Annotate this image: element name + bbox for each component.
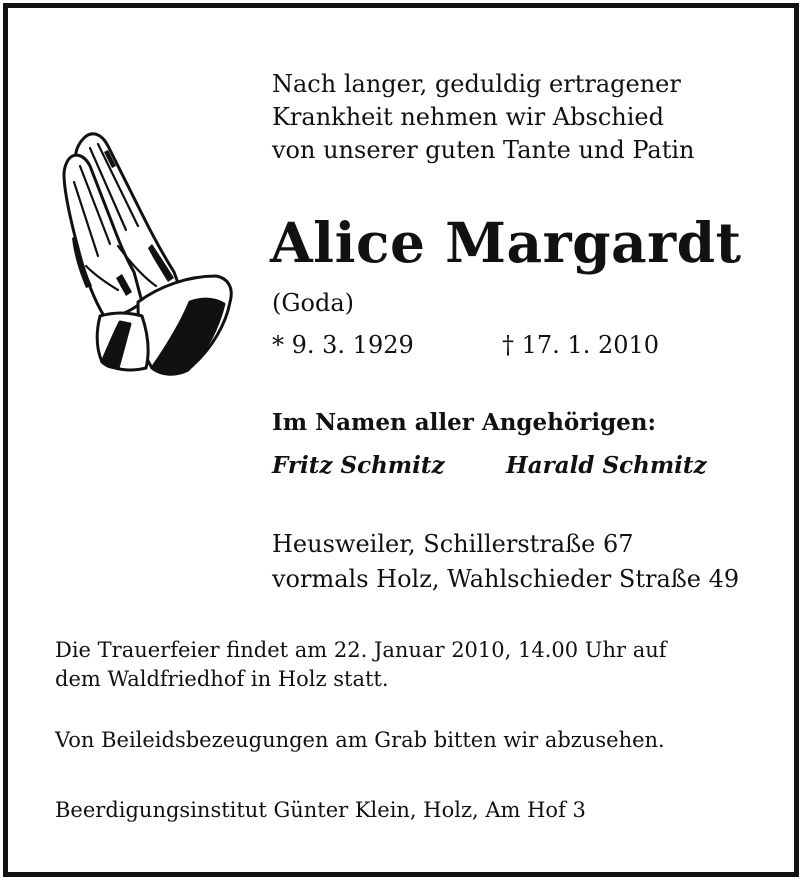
funeral-line: Die Trauerfeier findet am 22. Januar 2010, 14.00 Uhr auf [55,638,667,662]
intro-line: von unserer guten Tante und Patin [272,136,695,164]
deceased-name: Alice Margardt [270,210,742,275]
address-line: Heusweiler, Schillerstraße 67 [272,530,634,558]
death-date: † 17. 1. 2010 [502,331,660,359]
obituary-frame [3,3,799,877]
address-line: vormals Holz, Wahlschieder Straße 49 [272,565,740,593]
undertaker-info: Beerdigungsinstitut Günter Klein, Holz, Am Hof 3 [55,798,586,822]
intro-text [272,68,695,167]
mourner-name: Harald Schmitz [506,452,707,479]
birth-date: * 9. 3. 1929 [272,331,414,359]
mourners-heading: Im Namen aller Angehörigen: [272,409,656,436]
intro-line: Nach langer, geduldig ertragener [272,70,681,98]
praying-hands-icon [56,126,236,381]
intro-line: Krankheit nehmen wir Abschied [272,103,664,131]
condolence-note: Von Beileidsbezeugungen am Grab bitten wir abzusehen. [55,728,665,752]
deceased-nickname: (Goda) [272,289,355,317]
family-address [272,527,739,597]
funeral-notice [55,636,667,694]
funeral-line: dem Waldfriedhof in Holz statt. [55,667,389,691]
mourner-name: Fritz Schmitz [272,452,445,479]
